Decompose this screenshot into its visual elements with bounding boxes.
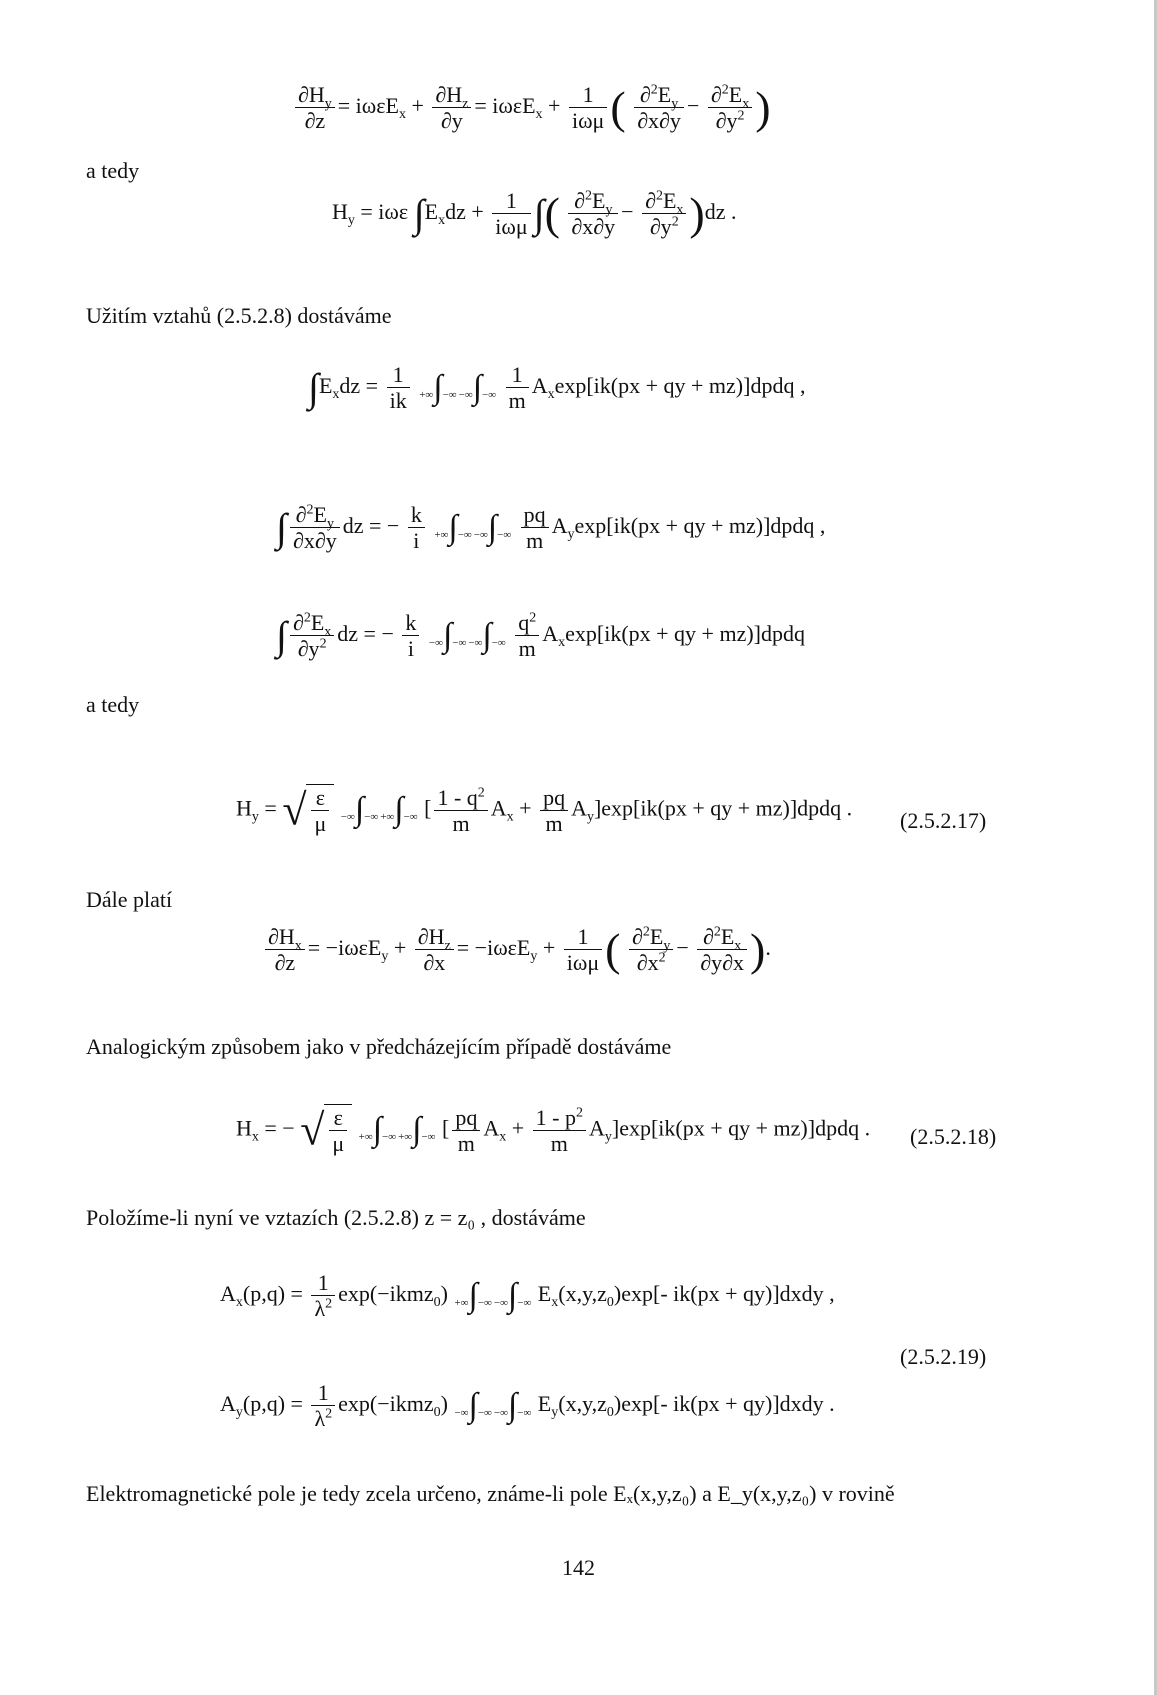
equation-int-d2ex: ∫ $\frac{\partial^2E_x}{\partial y^2}$ dz = − $\frac{k}{i}$ −∞∫−∞ −∞∫−∞ $\frac{q^2}{m}$ $A_x\exp[ik(px$ + qy + mz)]dpdq (276, 610, 805, 662)
equation-number-18: (2.5.2.18) (910, 1124, 997, 1149)
equation-number-17: (2.5.2.17) (900, 808, 987, 833)
page-number: 142 (562, 1555, 595, 1580)
equation-hy-integral: $H_y = i\omega\varepsilon$ $\int E_xdz$ + 1 iωμ ∫( $\frac{\partial^2E_y}{\partial x\partial y}$ − $\frac{\partial^2E_x}{\partial y^2}$ )dz . (332, 187, 737, 240)
equation-dhy-dz: $\frac{\partial H_y}{\partial z}$ = iωεE$_x$ + $\frac{\partial H_z}{\partial y}$ = iωεE$_x$ + 1 iωμ ( $\frac{\partial^2E_y}{\partial x\partial y}$ − $\frac{\partial^2E_x}{\partial y^2}$ ) (292, 82, 771, 134)
equation-int-d2ey: ∫ $\frac{\partial^2E_y}{\partial x\partial y}$ dz = − $\frac{k}{i}$ +∞∫−∞ −∞∫−∞ $\frac{pq}{m}$ $A_y\exp[ik(px$ + qy + mz)]dpdq , (276, 502, 826, 554)
equation-ax: $A_x(p,q)$ = $\frac{1}{\lambda^2}$ exp(−ikmz$_0$) +∞∫−∞ −∞∫−∞ $E_x(x,y,z_0)\exp[-$ ik(px + qy)]dxdy , (220, 1270, 835, 1322)
paragraph-a-tedy-2: a tedy (86, 692, 140, 717)
equation-hx-result: $H_x$ = − √ $\frac{\varepsilon}{\mu}$ +∞∫−∞ +∞∫−∞ [ $\frac{pq}{m}$ $A_x$ + $\frac{1 - p^2}{m}$ $A_y]\exp[ik(px$ + qy + mz)]dpdq . (236, 1104, 871, 1157)
equation-dhx-dz: $\frac{\partial H_x}{\partial z}$ = −iωεE$_y$ + $\frac{\partial H_z}{\partial x}$ = −iωεE$_y$ + 1 iωμ ( $\frac{\partial^2E_y}{\partial x^2}$ − $\frac{\partial^2E_x}{\partial y\partial x}$ ). (262, 924, 771, 976)
equation-number-19: (2.5.2.19) (900, 1344, 987, 1369)
equation-ay: $A_y(p,q)$ = $\frac{1}{\lambda^2}$ exp(−ikmz$_0$) −∞∫−∞ −∞∫−∞ $E_y(x,y,z_0)\exp[-$ ik(px + qy)]dxdy . (220, 1380, 835, 1432)
paragraph-polozime: Položíme-li nyní ve vztazích (2.5.2.8) z = z₀ , dostáváme (86, 1205, 586, 1230)
equation-hy-result: $H_y$ = √ $\frac{\varepsilon}{\mu}$ −∞∫−∞ +∞∫−∞ [ $\frac{1 - q^2}{m}$ $A_x$ + $\frac{pq}{m}$ $A_y]\exp[ik(px$ + qy + mz)]dpdq . (236, 784, 853, 837)
equation-int-ex: $\int E_xdz$ = $\frac{1}{ik}$ +∞∫−∞ −∞∫−∞ $\frac{1}{m}$ $A_x\exp[ik(px$ + qy + mz)]dpdq , (308, 362, 806, 414)
paragraph-analogickym: Analogickým způsobem jako v předcházejícím případě dostáváme (86, 1034, 672, 1059)
paragraph-uzitim: Užitím vztahů (2.5.2.8) dostáváme (86, 303, 392, 328)
paragraph-a-tedy-1: a tedy (86, 158, 140, 183)
paragraph-dale-plati: Dále platí (86, 887, 173, 912)
paragraph-elektromagneticke: Elektromagnetické pole je tedy zcela určeno, známe-li pole Eₓ(x,y,z₀) a E_y(x,y,z₀) v rovině (86, 1481, 895, 1506)
